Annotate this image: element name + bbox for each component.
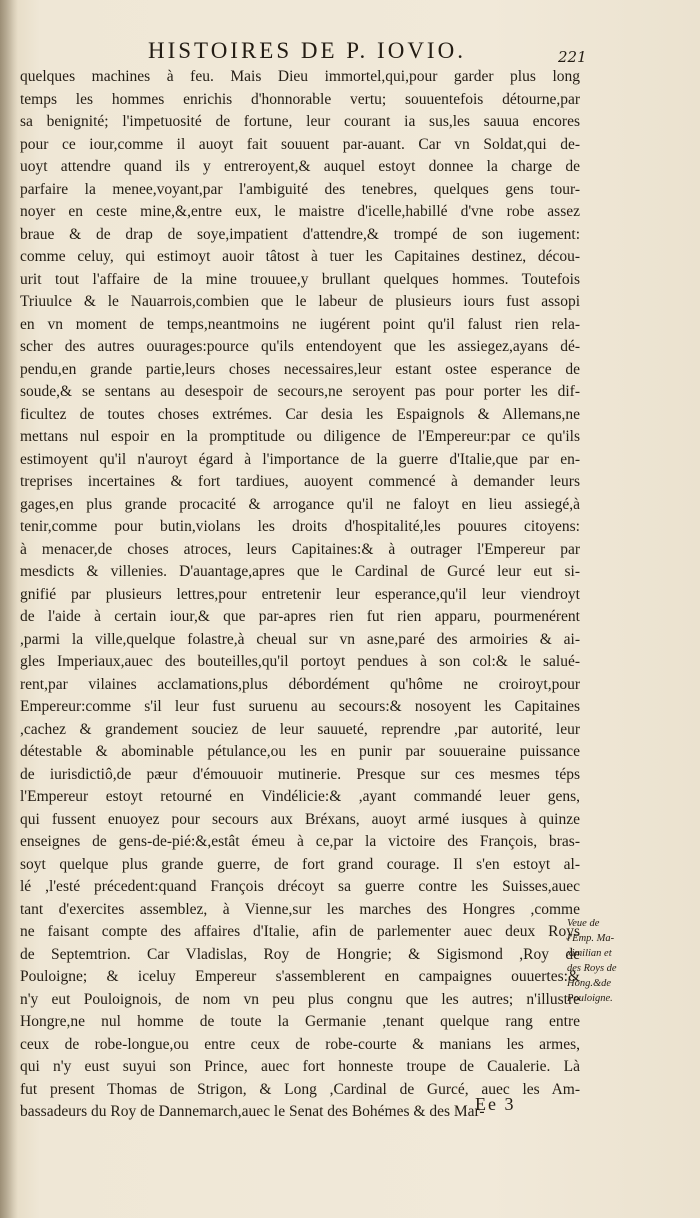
text-line: parfaire la menee,voyant,par l'ambiguité des tenebres, quelques gens tour- <box>20 180 580 198</box>
text-line: qui fussent enuoyez pour secours aux Bréxans, auoyt armé iusques à quinze <box>20 810 580 828</box>
text-line: n'y eut Pouloignois, de nom vn peu plus congnu que les autres; n'illustre <box>20 990 580 1008</box>
text-line: braue & de drap de soye,impatient d'attendre,& trompé de son iugement: <box>20 225 580 243</box>
text-line: comme celuy, qui estimoyt auoir tâtost à tuer les Capitaines destinez, décou- <box>20 248 580 265</box>
text-line: détestable & abominable pétulance,ou les en punir par souueraine puissance <box>20 743 580 760</box>
text-line: gnifié par plusieurs lettres,pour entretenir leur esperance,qu'il leur viendroyt <box>20 585 580 603</box>
margin-note-line: l'Emp. Ma- <box>567 933 615 944</box>
text-line: mesdicts & villenies. D'auantage,apres que le Cardinal de Gurcé leur eut si- <box>20 563 580 580</box>
text-line: pour ce iour,comme il auoyt fait souuent par-auant. Car vn Soldat,qui de- <box>20 135 580 153</box>
text-line: urit tout l'affaire de la mine trouuee,y brullant quelques hommes. Toutefois <box>20 270 580 288</box>
text-line: soude,& se sentans au desespoir de secours,ne seroyent pas pour porter les dif- <box>20 383 580 400</box>
margin-note-line: Pouloigne. <box>567 993 613 1004</box>
text-line: sa benignité; l'impetuosité de fortune, leur courant ia sus,les sauua encores <box>20 113 580 130</box>
text-line: quelques machines à feu. Mais Dieu immortel,qui,pour garder plus long <box>20 68 580 85</box>
text-line: à menacer,de choses atroces, leurs Capitaines:& à outrager l'Empereur par <box>20 540 580 558</box>
text-line: de Septemtrion. Car Vladislas, Roy de Hongrie; & Sigismond ,Roy de <box>20 945 580 963</box>
running-head: HISTOIRES DE P. IOVIO. <box>148 38 466 63</box>
text-line: Empereur:comme s'il leur fust suruenu au secours:& nosoyent les Capitaines <box>20 698 580 715</box>
text-line: fut present Thomas de Strigon, & Long ,Cardinal de Gurcé, auec les Am- <box>20 1080 580 1098</box>
text-line: Pouloigne; & iceluy Empereur s'assemblerent en campaignes ouuertes:& <box>20 968 580 985</box>
text-line: Hongre,ne nul homme de toute la Germanie ,tenant quelque rang entre <box>20 1013 580 1030</box>
page-number: 221 <box>558 48 587 66</box>
text-line: noyer en ceste mine,&,entre eux, le maistre d'icelle,habillé d'vne robe assez <box>20 203 580 220</box>
text-line: uoyt attendre quand ils y entreroyent,& auquel estoyt donnee la charge de <box>20 158 580 175</box>
text-line: gles Imperiaux,auec des bouteilles,qu'il portoyt pendues à son col:& le salué- <box>20 653 580 670</box>
text-line: ficultez de toutes choses extrémes. Car desia les Espaignols & Allemans,ne <box>20 405 580 423</box>
text-line: bassadeurs du Roy de Dannemarch,auec le Senat des Bohémes & des Mar- <box>20 1103 485 1120</box>
signature-mark: Ee 3 <box>475 1094 516 1114</box>
text-line: pendu,en grande partie,leurs choses necessaires,leur estant ostee esperance de <box>20 360 580 378</box>
text-line: treprises incertaines & fort tardiues, auoyent commencé à demander leurs <box>20 473 580 490</box>
gutter-shadow <box>0 0 18 1218</box>
text-line: qui n'y eust suyui son Prince, auec fort honneste troupe de Caualerie. Là <box>20 1058 580 1075</box>
text-line: ,parmi la ville,quelque folastre,à cheual sur vn asne,paré des armoiries & ai- <box>20 630 580 648</box>
margin-note-line: ximilian et <box>567 948 612 959</box>
text-line: rent,par vilaines acclamations,plus débordément qu'hôme ne croiroyt,pour <box>20 675 580 693</box>
text-line: de iurisdictiô,de pæur d'émouuoir mutinerie. Presque sur ces mesmes téps <box>20 765 580 783</box>
text-line: gages,en plus grande procacité & arrogance qu'il ne faloyt en lieu assiegé,à <box>20 495 580 513</box>
margin-note-line: des Roys de <box>567 963 617 974</box>
text-line: estimoyent qu'il n'auroyt égard à l'importance de la guerre d'Italie,que par en- <box>20 450 580 468</box>
text-line: ceux de robe-longue,ou entre ceux de robe-courte & manians les armes, <box>20 1035 580 1053</box>
text-line: l'Empereur estoyt retourné en Vindélicie:& ,ayant commandé leuer gens, <box>20 788 580 805</box>
text-line: en vn moment de temps,neantmoins ne iugérent point qu'il falust rien rela- <box>20 315 580 333</box>
text-line: Triuulce & le Nauarrois,combien que le labeur de plusieurs iours fust assopi <box>20 293 580 310</box>
text-line: ne faisant compte des affaires d'Italie, afin de parlementer auec deux Roys <box>20 923 580 940</box>
margin-note-line: Hong.&de <box>567 978 612 989</box>
text-line: temps les hommes enrichis d'honnorable vertu; souuentefois détourne,par <box>20 90 580 108</box>
text-line: lé ,l'esté précedent:quand François drécoyt sa guerre contre les Suisses,auec <box>20 878 580 895</box>
body-text <box>20 66 580 1124</box>
text-line: tant d'exercites assemblez, à Vienne,sur les marches des Hongres ,comme <box>20 900 580 918</box>
text-line: mettans nul espoir en la promptitude ou diligence de l'Empereur:par ce qu'ils <box>20 428 580 445</box>
text-line: ,cachez & grandement souciez de leur sauueté, reprendre ,par autorité, leur <box>20 720 580 738</box>
text-line: enseignes de gens-de-pié:&,estât émeu à ce,par la victoire des François, bras- <box>20 833 580 850</box>
margin-note-line: Veue de <box>567 918 600 929</box>
text-line: soyt quelque plus grande guerre, de fort grand courage. Il s'en estoyt al- <box>20 855 580 873</box>
text-line: tenir,comme pour butin,violans les droits d'hospitalité,les pouures citoyens: <box>20 518 580 535</box>
text-line: scher des autres ouurages:pource qu'ils entendoyent que les assiegez,ayans dé- <box>20 338 580 355</box>
text-line: de l'aide à certain iour,& que par-apres rien fut rien apparu, pourmenérent <box>20 608 580 625</box>
margin-note <box>567 916 637 1006</box>
